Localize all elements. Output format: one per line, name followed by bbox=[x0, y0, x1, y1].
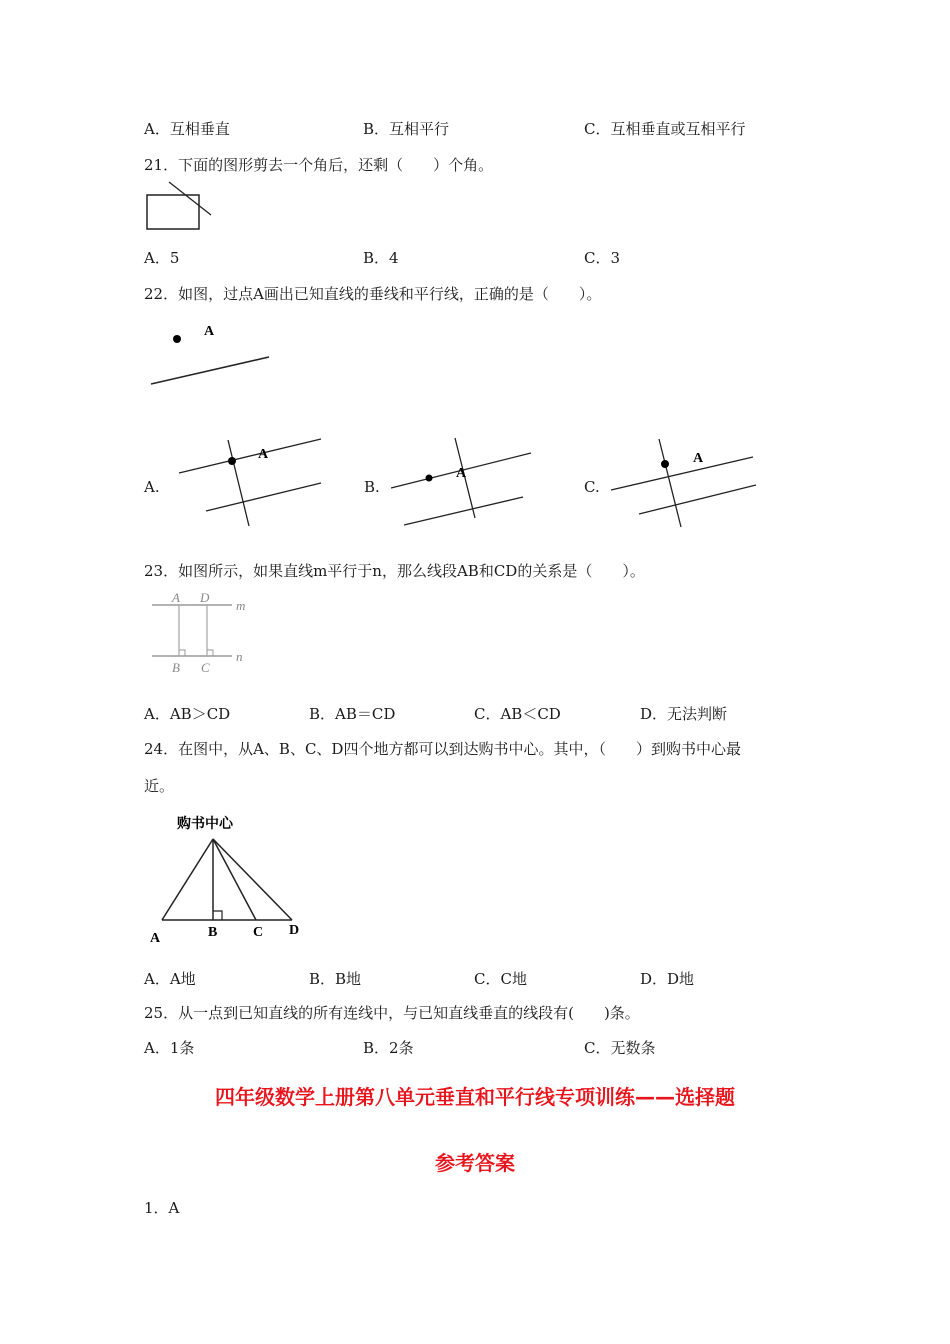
q22-option-a-label: A bbox=[258, 447, 269, 462]
q21-option-c: C．3 bbox=[584, 249, 621, 267]
q22-option-c-label: A bbox=[693, 451, 704, 466]
q22-option-b-label: A bbox=[456, 466, 467, 481]
q23-label-m: m bbox=[236, 598, 246, 613]
q23-option-a: A．AB＞CD bbox=[144, 705, 231, 723]
q24-option-b: B．B地 bbox=[309, 970, 362, 988]
q22-given-line-figure bbox=[140, 318, 280, 396]
answer-1: 1．A bbox=[144, 1199, 180, 1217]
q24-option-a: A．A地 bbox=[144, 970, 196, 988]
q21-option-a: A．5 bbox=[144, 249, 180, 267]
q22-option-c: C. bbox=[584, 478, 600, 496]
q24-label-b: B bbox=[208, 925, 218, 940]
q23-question: 23．如图所示，如果直线m平行于n，那么线段AB和CD的关系是（ ）。 bbox=[144, 562, 645, 580]
q22-option-a: A. bbox=[144, 478, 160, 496]
q20-option-a: A．互相垂直 bbox=[144, 120, 230, 138]
q22-option-b: B. bbox=[364, 478, 380, 496]
q24-label-a: A bbox=[150, 931, 161, 946]
q22-option-b-figure bbox=[388, 435, 538, 530]
q24-label-c: C bbox=[253, 925, 264, 940]
q21-question: 21．下面的图形剪去一个角后，还剩（ ）个角。 bbox=[144, 156, 494, 174]
q25-option-b: B．2条 bbox=[363, 1039, 414, 1057]
q24-question-line2: 近。 bbox=[144, 777, 175, 795]
q25-option-c: C．无数条 bbox=[584, 1039, 656, 1057]
q23-parallel-lines-figure bbox=[148, 588, 258, 676]
q25-question: 25．从一点到已知直线的所有连线中，与已知直线垂直的线段有( )条。 bbox=[144, 1004, 640, 1022]
q23-option-d: D．无法判断 bbox=[640, 705, 728, 723]
q22-option-c-figure bbox=[608, 435, 758, 530]
q24-label-d: D bbox=[289, 923, 300, 938]
q22-question: 22．如图，过点A画出已知直线的垂线和平行线，正确的是（ ）。 bbox=[144, 285, 602, 303]
q23-label-b: B bbox=[172, 660, 180, 675]
q21-rectangle-figure bbox=[140, 180, 220, 236]
answers-title: 四年级数学上册第八单元垂直和平行线专项训练——选择题 bbox=[215, 1085, 735, 1109]
q24-center-label: 购书中心 bbox=[177, 817, 233, 832]
q23-label-c: C bbox=[201, 660, 210, 675]
q24-question-line1: 24．在图中，从A、B、C、D四个地方都可以到达购书中心。其中，（ ）到购书中心最 bbox=[144, 740, 741, 758]
q23-option-b: B．AB＝CD bbox=[309, 705, 396, 723]
q23-label-n: n bbox=[236, 649, 243, 664]
answers-subtitle: 参考答案 bbox=[435, 1151, 515, 1175]
q23-label-a: A bbox=[172, 590, 180, 605]
q23-option-c: C．AB＜CD bbox=[474, 705, 561, 723]
q24-bookstore-figure bbox=[144, 812, 314, 947]
q23-label-d: D bbox=[200, 590, 210, 605]
q20-option-b: B．互相平行 bbox=[363, 120, 450, 138]
q21-option-b: B．4 bbox=[363, 249, 399, 267]
q24-option-d: D．D地 bbox=[640, 970, 695, 988]
q22-point-label: A bbox=[204, 324, 215, 339]
q25-option-a: A．1条 bbox=[144, 1039, 195, 1057]
q24-option-c: C．C地 bbox=[474, 970, 527, 988]
q20-option-c: C．互相垂直或互相平行 bbox=[584, 120, 746, 138]
q22-option-a-figure bbox=[175, 435, 325, 530]
